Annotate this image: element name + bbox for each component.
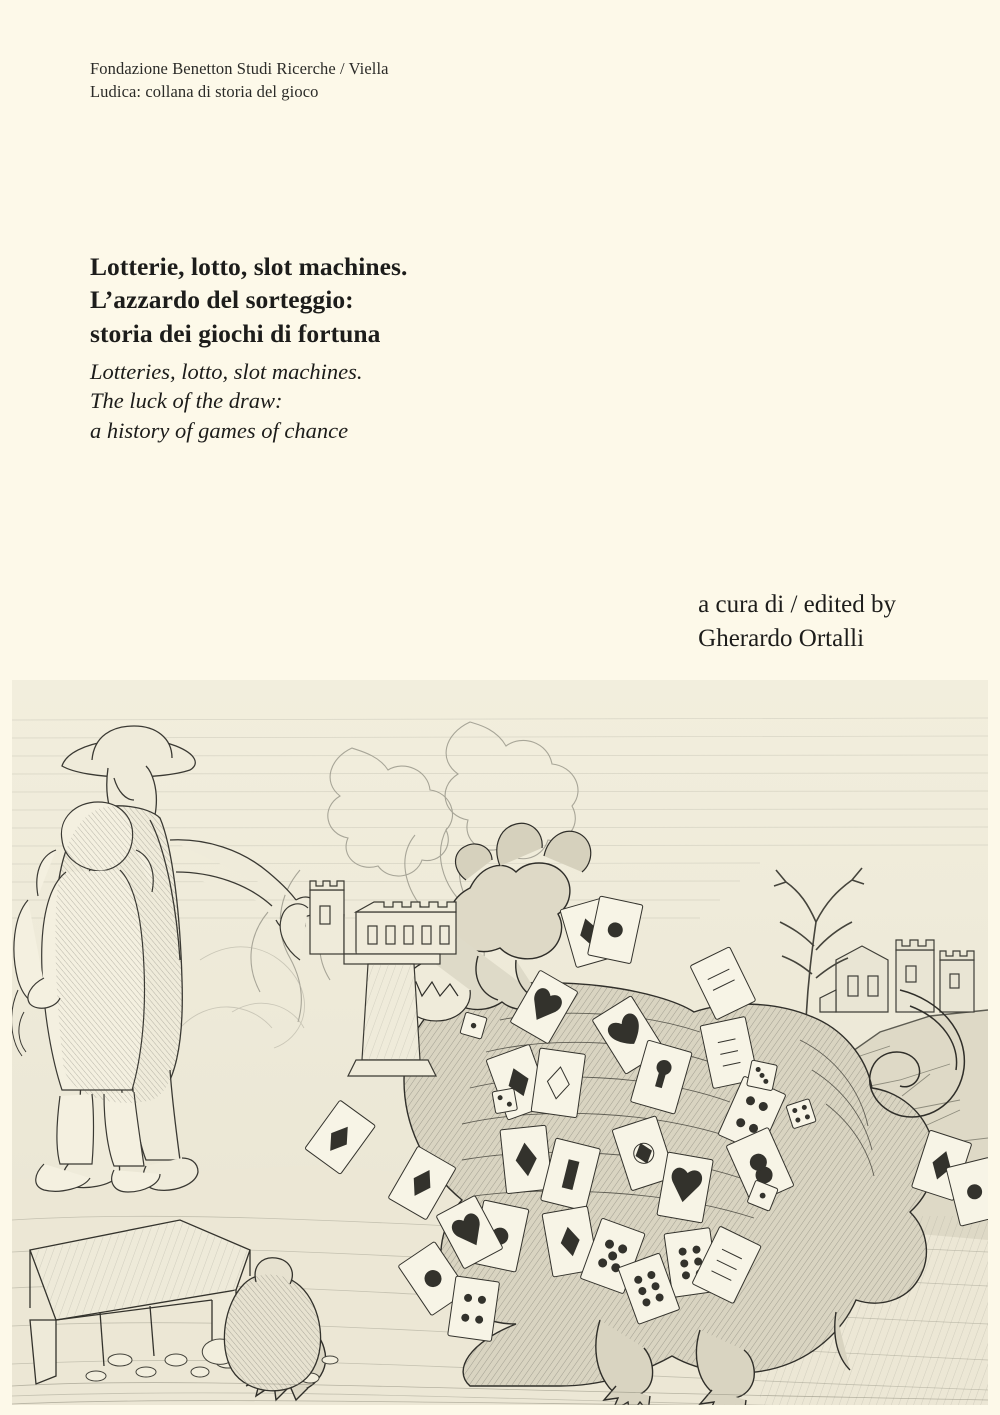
- page-title: [90, 250, 650, 445]
- editor-label: a cura di / edited by: [698, 591, 896, 618]
- series-line: Ludica: collana di storia del gioco: [90, 82, 319, 102]
- cover-illustration: [0, 660, 1000, 1415]
- title-english-line-2: The luck of the draw:: [90, 388, 283, 414]
- title-english-line-3: a history of games of chance: [90, 417, 349, 443]
- title-italian-line-3: storia dei giochi di fortuna: [90, 318, 381, 348]
- editor-name: Gherardo Ortalli: [698, 625, 865, 652]
- title-italian-line-1: Lotterie, lotto, slot machines.: [90, 252, 408, 281]
- title-italian-line-2: L’azzardo del sorteggio:: [90, 285, 354, 315]
- engraving-artwork: [0, 660, 1000, 1415]
- editor-credit: [698, 588, 896, 656]
- series-block: [90, 57, 389, 104]
- publisher-line: Fondazione Benetton Studi Ricerche / Viella: [90, 59, 389, 78]
- title-english-line-1: Lotteries, lotto, slot machines.: [90, 358, 363, 384]
- title-italian: [90, 250, 650, 350]
- title-english: [90, 357, 650, 445]
